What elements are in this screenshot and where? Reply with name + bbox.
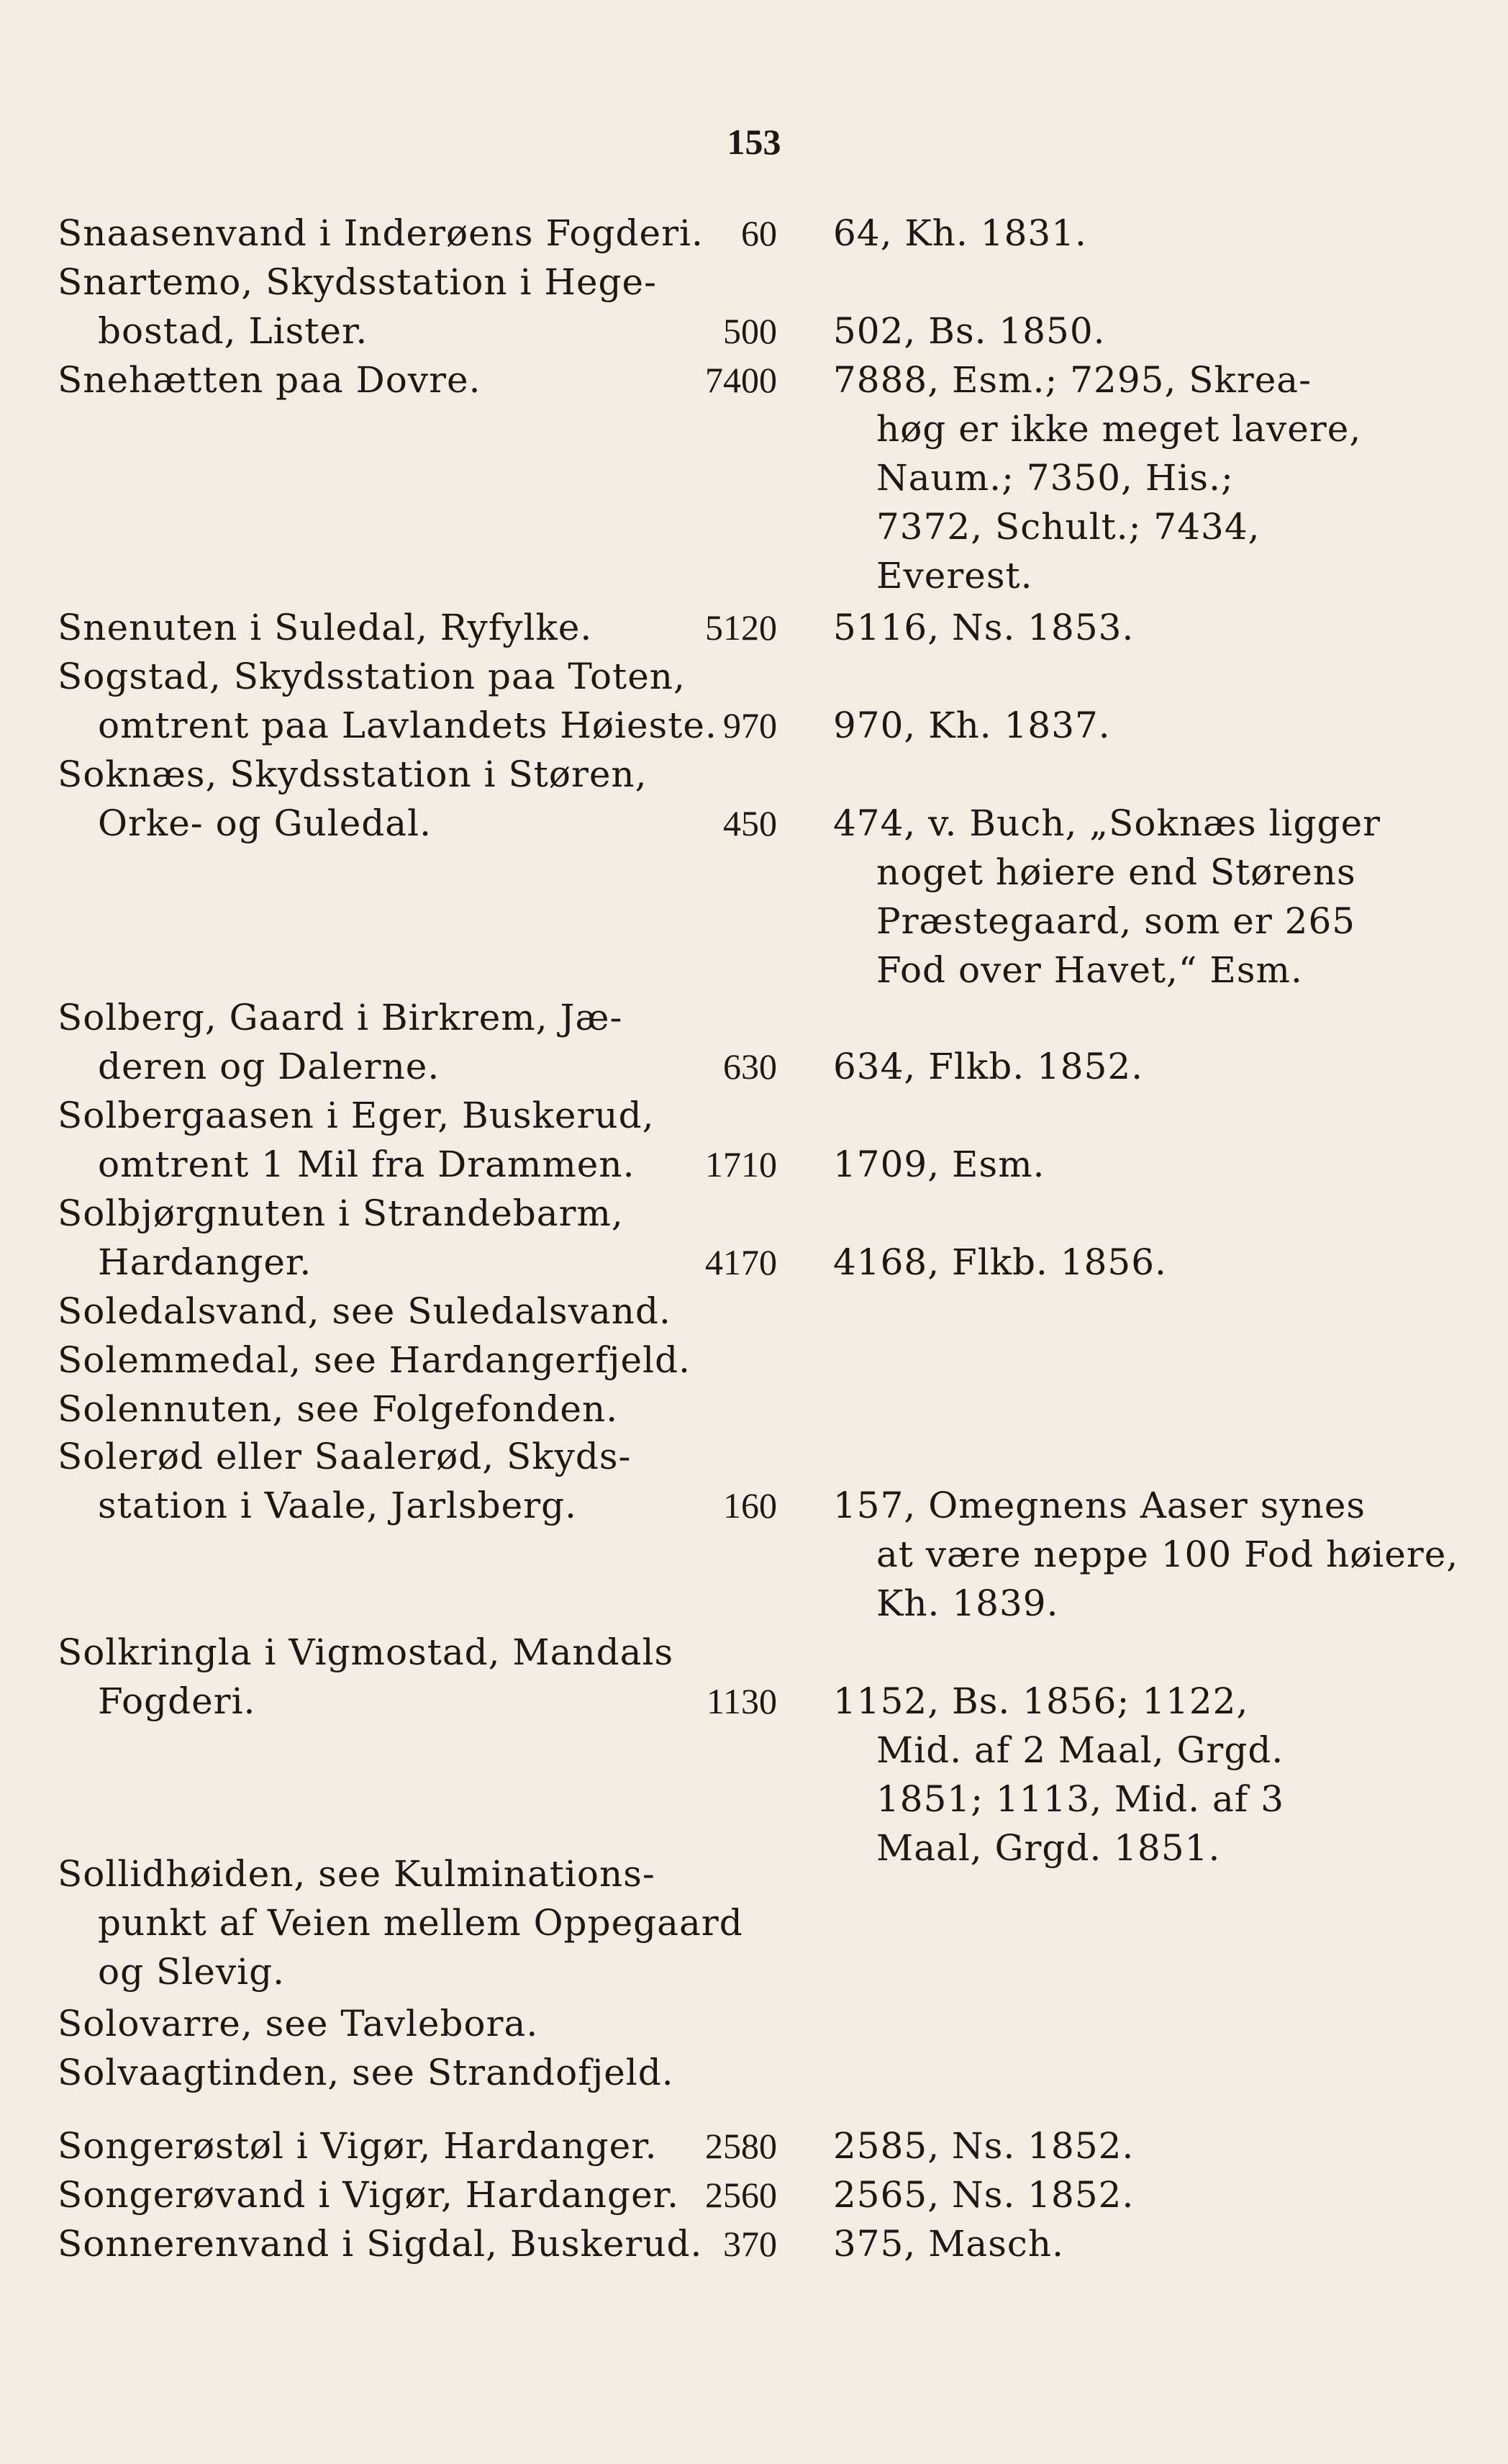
entry-height: 1710 [705, 1144, 777, 1185]
entry-source-line: 1709, Esm. [833, 1143, 1045, 1185]
entry-name-line: Sonnerenvand i Sigdal, Buskerud. [58, 2223, 703, 2265]
entry-source-line: 7372, Schult.; 7434, [876, 506, 1261, 548]
entry-name-line: omtrent paa Lavlandets Høieste. [98, 705, 717, 746]
entry-source-line: 1851; 1113, Mid. af 3 [876, 1778, 1285, 1820]
entry-source [833, 1042, 1322, 1091]
entry-source-line: 157, Omegnens Aaser synes [833, 1485, 1366, 1526]
entry-height: 2560 [705, 2175, 777, 2215]
entry-source [833, 1238, 1322, 1287]
entry-source-line: noget høiere end Størens [876, 851, 1356, 893]
entry-name [58, 2219, 703, 2268]
entry-source-line: 2585, Ns. 1852. [833, 2125, 1135, 2167]
entry-name-line: bostad, Lister. [98, 310, 368, 352]
entry-name [58, 750, 655, 848]
entry-name-line: Fogderi. [98, 1680, 256, 1722]
entry-name-line: Hardanger. [98, 1241, 312, 1283]
entry-source [833, 2219, 1322, 2268]
entry-height: 370 [723, 2224, 777, 2264]
entry-name-line: Snartemo, Skydsstation i Hege- [58, 261, 658, 303]
entry-name [58, 1628, 674, 1726]
entry-source-line: 474, v. Buch, „Soknæs ligger [833, 802, 1381, 844]
entry-name-line: Solennuten, see Folgefonden. [58, 1388, 619, 1430]
entry-name-line: Soknæs, Skydsstation i Støren, [58, 753, 648, 795]
entry-source-line: 5116, Ns. 1853. [833, 607, 1135, 648]
entry-source [833, 701, 1322, 750]
entry-source-line: høg er ikke meget lavere, [876, 408, 1362, 450]
entry-name-line: deren og Dalerne. [98, 1046, 440, 1087]
page-number: 153 [727, 122, 781, 162]
entry-name-line: Solvaagtinden, see Strandofjeld. [58, 2052, 674, 2093]
entry-name-line: Orke- og Guledal. [98, 802, 432, 844]
entry-name [58, 2048, 674, 2097]
entry-name [58, 1385, 655, 1433]
entry-height: 970 [723, 705, 777, 746]
entry-source-line: at være neppe 100 Fod høiere, [876, 1534, 1459, 1575]
entry-name-line: og Slevig. [98, 1951, 285, 1993]
entry-source-line: Maal, Grgd. 1851. [876, 1827, 1221, 1869]
entry-name-line: Solberg, Gaard i Birkrem, Jæ- [58, 997, 623, 1038]
entry-name-line: Sogstad, Skydsstation paa Toten, [58, 656, 686, 697]
entry-source [833, 2121, 1322, 2170]
entry-name [58, 993, 655, 1091]
entry-source-line: Præstegaard, som er 265 [876, 900, 1356, 942]
entry-source-line: 634, Flkb. 1852. [833, 1046, 1144, 1087]
entry-name [58, 2121, 658, 2170]
entry-name-line: Solerød eller Saalerød, Skyds- [58, 1436, 632, 1477]
entry-height: 7400 [705, 360, 777, 400]
entry-name-line: omtrent 1 Mil fra Drammen. [98, 1143, 635, 1185]
entry-source-line: Naum.; 7350, His.; [876, 457, 1234, 499]
entry-source [833, 209, 1322, 258]
entry-source-line: Everest. [876, 555, 1033, 597]
entry-source-line: 7888, Esm.; 7295, Skrea- [833, 359, 1312, 401]
entry-name [58, 209, 704, 258]
entry-source-line: Kh. 1839. [876, 1582, 1059, 1624]
entry-source [833, 1481, 1459, 1628]
entry-name [58, 1849, 743, 1996]
entry-source-line: 1152, Bs. 1856; 1122, [833, 1680, 1249, 1722]
entry-name [58, 1999, 655, 2048]
entry-name-line: Solbjørgnuten i Strandebarm, [58, 1192, 624, 1234]
entry-source-line: Fod over Havet,“ Esm. [876, 949, 1303, 991]
entry-name [58, 1336, 691, 1385]
entry-name-line: Soledalsvand, see Suledalsvand. [58, 1290, 671, 1332]
entry-name-line: Snaasenvand i Inderøens Fogderi. [58, 212, 704, 254]
entry-height: 160 [723, 1485, 777, 1526]
entry-name [58, 2170, 679, 2219]
entry-height: 1130 [706, 1681, 777, 1721]
entry-source [833, 1140, 1322, 1189]
entry-source-line: 375, Masch. [833, 2223, 1064, 2265]
entry-height: 60 [741, 213, 777, 253]
entry-source [833, 355, 1362, 600]
entry-height: 5120 [705, 607, 777, 648]
entry-height: 500 [723, 311, 777, 351]
entry-source-line: 64, Kh. 1831. [833, 212, 1087, 254]
entry-name-line: Songerøstøl i Vigør, Hardanger. [58, 2125, 658, 2167]
entry-source [833, 603, 1322, 652]
entry-source-line: 970, Kh. 1837. [833, 705, 1111, 746]
entry-name [58, 652, 717, 750]
entry-name-line: station i Vaale, Jarlsberg. [98, 1485, 578, 1526]
entry-source [833, 307, 1322, 355]
entry-source-line: 502, Bs. 1850. [833, 310, 1106, 352]
entry-name-line: Snenuten i Suledal, Ryfylke. [58, 607, 593, 648]
entry-name [58, 1189, 655, 1287]
entry-name-line: punkt af Veien mellem Oppegaard [98, 1902, 743, 1944]
entry-name-line: Solkringla i Vigmostad, Mandals [58, 1631, 674, 1673]
entry-name-line: Solbergaasen i Eger, Buskerud, [58, 1095, 655, 1136]
entry-name-line: Snehætten paa Dovre. [58, 359, 481, 401]
entry-source-line: Mid. af 2 Maal, Grgd. [876, 1729, 1284, 1771]
entry-name-line: Solovarre, see Tavlebora. [58, 2003, 539, 2044]
entry-source-line: 2565, Ns. 1852. [833, 2174, 1135, 2216]
entry-height: 450 [723, 803, 777, 843]
entry-height: 2580 [705, 2126, 777, 2166]
entry-name [58, 1287, 671, 1336]
entry-source-line: 4168, Flkb. 1856. [833, 1241, 1167, 1283]
entry-name [58, 603, 655, 652]
entry-source [833, 799, 1381, 995]
entry-name-line: Sollidhøiden, see Kulminations- [58, 1853, 655, 1895]
entry-source [833, 1677, 1322, 1872]
entry-name-line: Solemmedal, see Hardangerfjeld. [58, 1339, 691, 1381]
entry-name [58, 1091, 655, 1189]
entry-name-line: Songerøvand i Vigør, Hardanger. [58, 2174, 679, 2216]
entry-height: 630 [723, 1046, 777, 1087]
entry-name [58, 355, 655, 404]
entry-name [58, 1432, 655, 1530]
entry-height: 4170 [705, 1242, 777, 1282]
entry-name [58, 258, 658, 355]
entry-source [833, 2170, 1322, 2219]
